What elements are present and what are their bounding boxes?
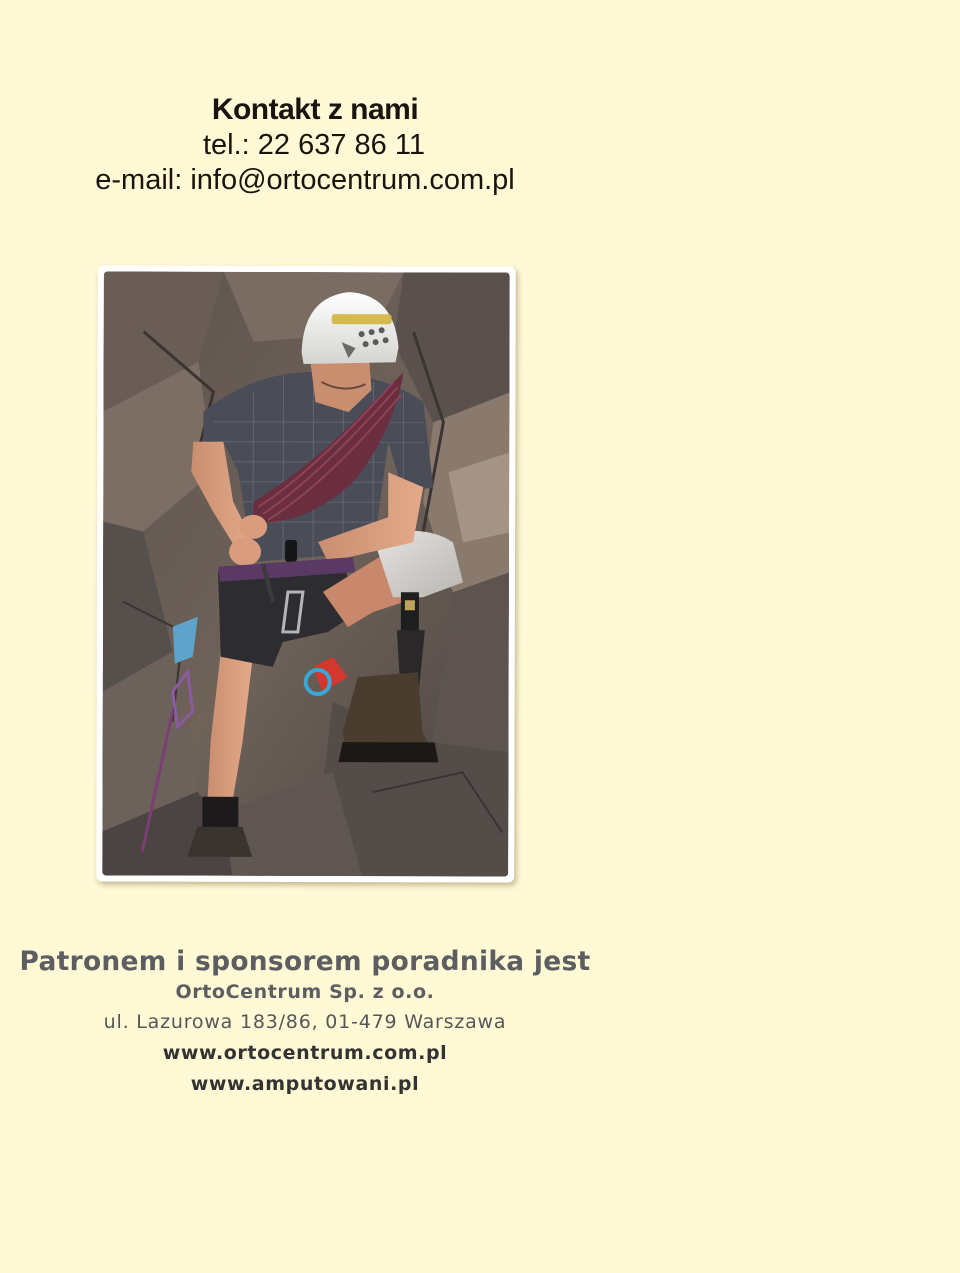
climber-photo [102, 271, 510, 876]
contact-phone: tel.: 22 637 86 11 [203, 129, 425, 161]
website-link-amputowani[interactable]: www.amputowani.pl [190, 1073, 420, 1095]
company-address: ul. Lazurowa 183/86, 01-479 Warszawa [103, 1011, 507, 1033]
contact-email: e-mail: info@ortocentrum.com.pl [95, 163, 515, 196]
sponsor-heading: Patronem i sponsorem poradnika jest [19, 946, 591, 977]
sponsor-block [0, 946, 610, 1095]
company-name: OrtoCentrum Sp. z o.o. [175, 981, 435, 1003]
contact-heading: Kontakt z nami [211, 93, 419, 126]
website-link-ortocentrum[interactable]: www.ortocentrum.com.pl [162, 1042, 448, 1064]
contact-block [40, 92, 570, 198]
photo-frame [96, 265, 516, 882]
